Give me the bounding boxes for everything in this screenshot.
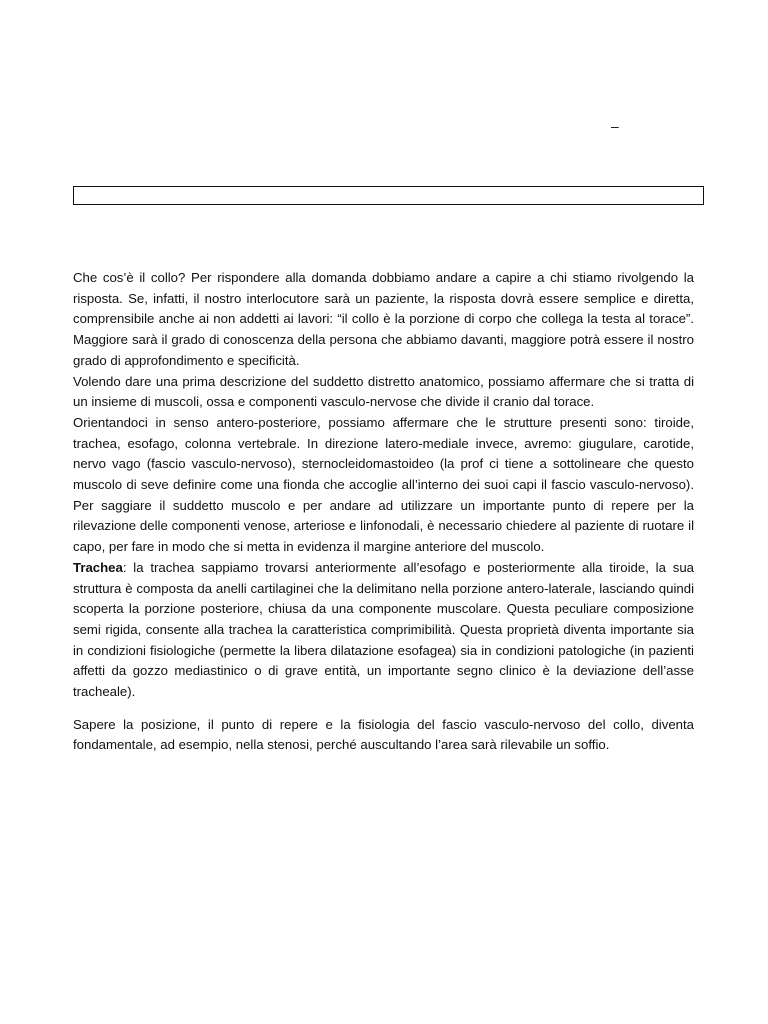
paragraph-structures: Orientandoci in senso antero-posteriore, possiamo affermare che le strutture presenti sono: tiroide, trachea, esofago, colonna vertebrale. In direzione latero-mediale invece, avremo: giugulare, carotide, nervo vago (fascio vasculo-nervoso), sternocleidomastoideo (la prof ci tiene a sottolineare che questo muscolo di seve definire come una fionda che accoglie all’interno dei suoi capi il fascio vasculo-nervoso). Per saggiare il suddetto muscolo e per andare ad utilizzare un importante punto di repere per la rilevazione delle componenti venose, arteriose e linfonodali, è necessario chiedere al paziente di ruotare il capo, per fare in modo che si metta in evidenza il margine anteriore del muscolo. xyxy=(73,414,694,555)
paragraph-trachea xyxy=(73,558,694,703)
title-box xyxy=(73,186,704,205)
document-body xyxy=(73,268,694,756)
paragraph-description: Volendo dare una prima descrizione del suddetto distretto anatomico, possiamo affermare che si tratta di un insieme di muscoli, ossa e componenti vasculo-nervose che divide il cranio dal torace. xyxy=(73,373,694,410)
paragraph-conclusion: Sapere la posizione, il punto di repere e la fisiologia del fascio vasculo-nervoso del collo, diventa fondamentale, ad esempio, nella stenosi, perché auscultando l’area sarà rilevabile un soffio. xyxy=(73,716,694,753)
header-dash: – xyxy=(611,118,619,134)
trachea-text: : la trachea sappiamo trovarsi anteriormente all’esofago e posteriormente alla tiroide, la sua struttura è composta da anelli cartilaginei che la delimitano nella porzione antero-laterale, lasciando quindi scoperta la porzione posteriore, chiusa da una componente muscolare. Questa peculiare composizione semi rigida, consente alla trachea la caratteristica comprimibilità. Questa proprietà diventa importante sia in condizioni fisiologiche (permette la libera dilatazione esofagea) sia in condizioni patologiche (in pazienti affetti da gozzo mediastinico o di grave entità, un importante segno clinico è la deviazione dell’asse tracheale). xyxy=(73,559,694,700)
trachea-label: Trachea xyxy=(73,559,123,575)
paragraph-intro: Che cos’è il collo? Per rispondere alla domanda dobbiamo andare a capire a chi stiamo rivolgendo la risposta. Se, infatti, il nostro interlocutore sarà un paziente, la risposta dovrà essere semplice e diretta, comprensibile anche ai non addetti ai lavori: “il collo è la porzione di corpo che collega la testa al torace”. Maggiore sarà il grado di conoscenza della persona che abbiamo davanti, maggiore potrà essere il nostro grado di approfondimento e specificità. xyxy=(73,270,694,368)
